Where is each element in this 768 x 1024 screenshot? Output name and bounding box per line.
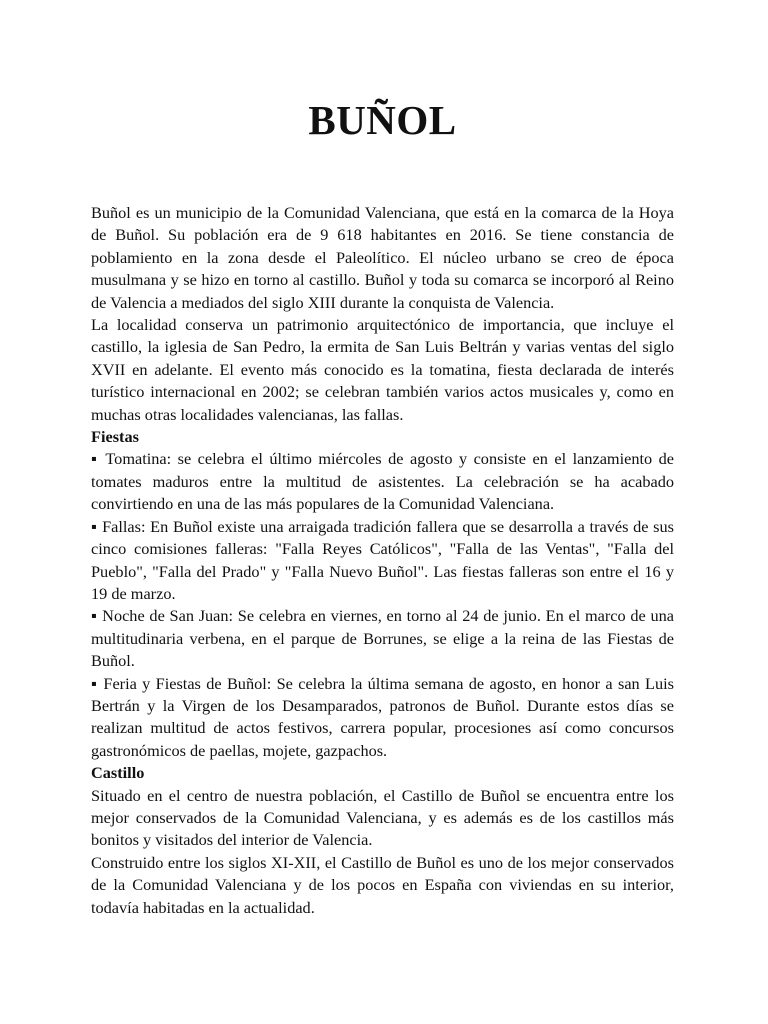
page-title: BUÑOL bbox=[308, 97, 457, 143]
fiestas-item-san-juan: ▪ Noche de San Juan: Se celebra en viernes, en torno al 24 de junio. En el marco de una multitudinaria verbena, en el parque de Borrunes, se elige a la reina de las Fiestas de Buñol. bbox=[91, 606, 674, 671]
castillo-paragraph-2: Construido entre los siglos XI-XII, el Castillo de Buñol es uno de los mejor conservados de la Comunidad Valenciana y de los pocos en España con viviendas en su interior, todavía habitadas en la actualidad. bbox=[91, 852, 674, 917]
castillo-paragraph-1: Situado en el centro de nuestra población, el Castillo de Buñol se encuentra entre los mejor conservados de la Comunidad Valenciana, y es además es de los castillos más bonitos y visitados del interior de Valencia. bbox=[91, 785, 674, 850]
fiestas-item-feria: ▪ Feria y Fiestas de Buñol: Se celebra la última semana de agosto, en honor a san Luis Bertrán y la Virgen de los Desamparados, patronos de Buñol. Durante estos días se realizan multitud de actos festivos, carrera popular, procesiones así como concursos gastronómicos de paellas, mojete, gazpachos. bbox=[91, 673, 674, 760]
fiestas-item-fallas: ▪ Fallas: En Buñol existe una arraigada tradición fallera que se desarrolla a través de sus cinco comisiones falleras: "Falla Reyes Católicos", "Falla de las Ventas", "Falla del Pueblo", "Falla del Prado" y "Falla Nuevo Buñol". Las fiestas falleras son entre el 16 y 19 de marzo. bbox=[91, 516, 674, 603]
section-heading-castillo: Castillo bbox=[91, 763, 145, 783]
document-body bbox=[91, 202, 674, 919]
intro-paragraph-1: Buñol es un municipio de la Comunidad Valenciana, que está en la comarca de la Hoya de Buñol. Su población era de 9 618 habitantes en 2016. Se tiene constancia de poblamiento en la zona desde el Paleolítico. El núcleo urbano se creo de época musulmana y se hizo en torno al castillo. Buñol y toda su comarca se incorporó al Reino de Valencia a mediados del siglo XIII durante la conquista de Valencia. bbox=[91, 203, 674, 312]
intro-paragraph-2: La localidad conserva un patrimonio arquitectónico de importancia, que incluye el castillo, la iglesia de San Pedro, la ermita de San Luis Beltrán y varias ventas del siglo XVII en adelante. El evento más conocido es la tomatina, fiesta declarada de interés turístico internacional en 2002; se celebran también varios actos musicales y, como en muchas otras localidades valencianas, las fallas. bbox=[91, 315, 674, 424]
fiestas-item-tomatina: ▪ Tomatina: se celebra el último miércoles de agosto y consiste en el lanzamiento de tomates maduros entre la multitud de asistentes. La celebración se ha acabado convirtiendo en una de las más populares de la Comunidad Valenciana. bbox=[91, 449, 674, 514]
section-heading-fiestas: Fiestas bbox=[91, 427, 139, 447]
